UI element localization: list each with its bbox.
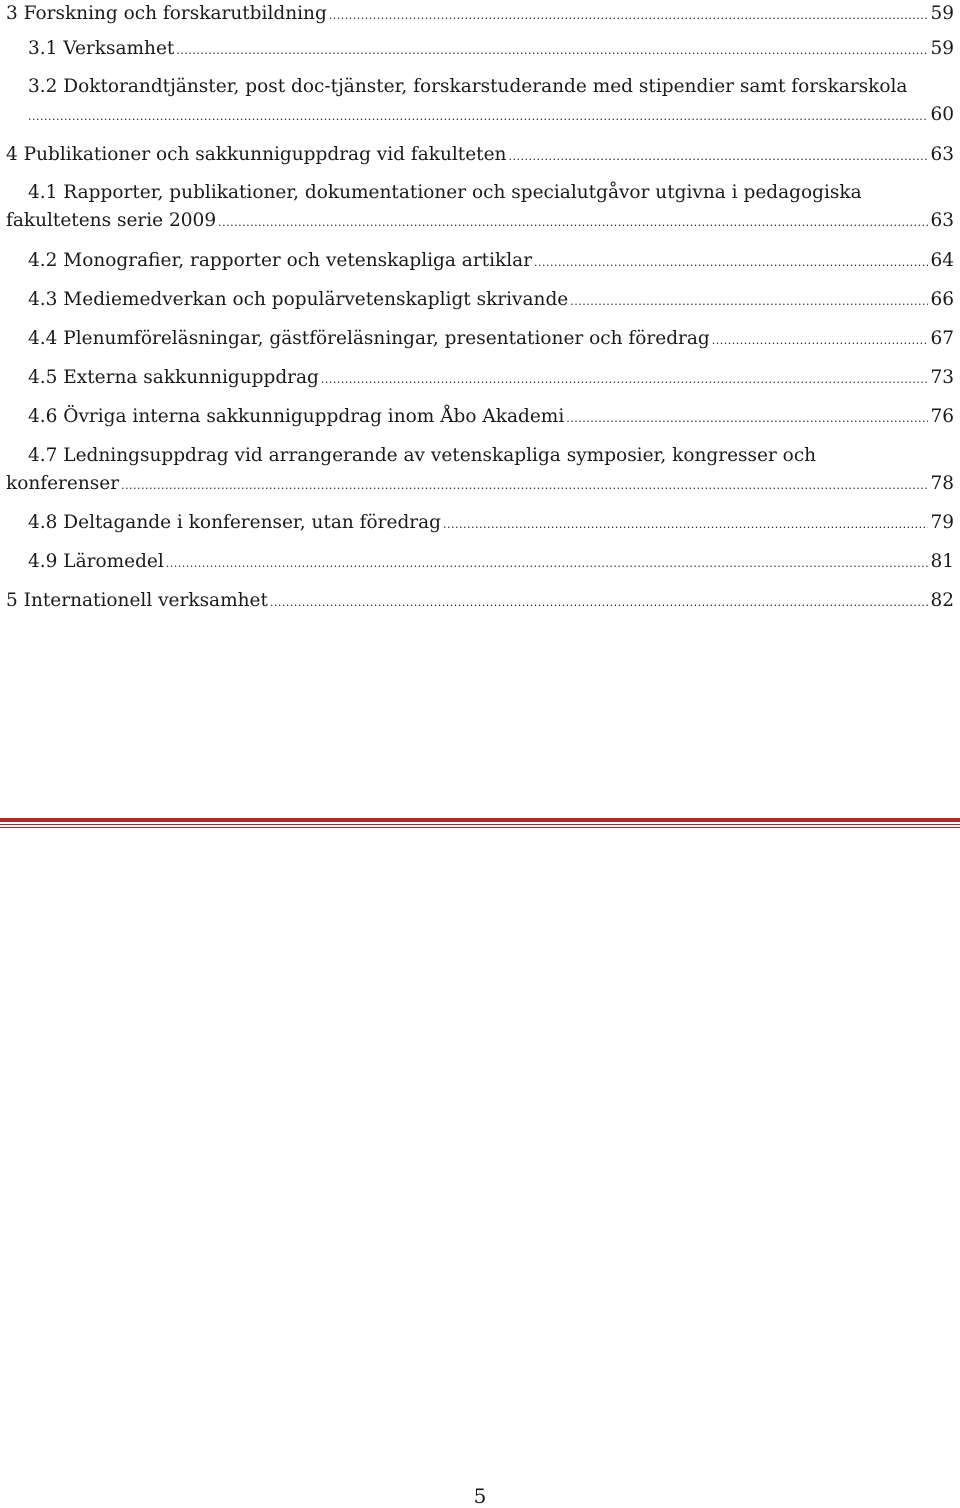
toc-entry-title: 4.3 Mediemedverkan och populärvetenskapligt skrivande (28, 289, 569, 310)
footer-rule-line (0, 824, 960, 825)
toc-leader-dots (121, 472, 928, 500)
toc-entry-title-continuation: konferenser (6, 473, 120, 494)
toc-entry[interactable] (6, 587, 954, 617)
toc-entry-page: 82 (930, 590, 954, 611)
toc-entry-title: 4.2 Monografier, rapporter och vetenskapliga artiklar (28, 250, 533, 271)
toc-entry-page: 76 (930, 406, 954, 427)
toc-entry-page: 79 (930, 512, 954, 533)
toc-entry-title: 4 Publikationer och sakkunniguppdrag vid fakulteten (6, 144, 507, 165)
toc-entry[interactable] (6, 73, 954, 131)
toc-entry-title: 5 Internationell verksamhet (6, 590, 268, 611)
toc-leader-dots (570, 288, 928, 316)
toc-entry-title: 4.7 Ledningsuppdrag vid arrangerande av vetenskapliga symposier, kongresser och (28, 445, 817, 466)
toc-entry-title: 4.5 Externa sakkunniguppdrag (28, 367, 319, 388)
toc-entry-title: 4.6 Övriga interna sakkunniguppdrag inom Åbo Akademi (28, 406, 565, 427)
toc-entry[interactable] (6, 403, 954, 433)
toc-entry[interactable] (6, 509, 954, 539)
toc-entry[interactable] (6, 35, 954, 65)
page-number: 5 (473, 1484, 487, 1508)
toc-leader-dots (443, 511, 928, 539)
toc-entry[interactable] (6, 0, 954, 30)
toc-entry[interactable] (6, 442, 954, 500)
toc-entry[interactable] (6, 247, 954, 277)
toc-entry-page: 63 (930, 144, 954, 165)
toc-entry-title: 3.1 Verksamhet (28, 38, 175, 59)
toc-leader-dots (508, 143, 928, 171)
toc-entry-page: 73 (930, 367, 954, 388)
toc-entry[interactable] (6, 286, 954, 316)
toc-entry[interactable] (6, 548, 954, 578)
toc-leader-dots (566, 405, 928, 433)
toc-entry-title-continuation: fakultetens serie 2009 (6, 210, 217, 231)
footer-rule-line (0, 827, 960, 828)
toc-leader-dots (218, 209, 928, 237)
footer-rule (0, 818, 960, 830)
toc-entry-page: 63 (930, 210, 954, 231)
toc-leader-dots (329, 2, 929, 30)
toc-leader-dots (712, 327, 929, 355)
toc-entry[interactable] (6, 141, 954, 171)
toc-leader-dots (534, 249, 928, 277)
toc-entry-title: 4.8 Deltagande i konferenser, utan föredrag (28, 512, 442, 533)
toc-entry-page: 66 (930, 289, 954, 310)
toc-entry-title: 4.9 Läromedel (28, 551, 164, 572)
toc-entry-page: 60 (930, 104, 954, 125)
toc-entry-title: 3.2 Doktorandtjänster, post doc-tjänster, forskarstuderande med stipendier samt forskarskola (28, 76, 908, 97)
toc-entry-page: 67 (930, 328, 954, 349)
toc-entry-page: 78 (930, 473, 954, 494)
toc-entry-title: 3 Forskning och forskarutbildning (6, 3, 327, 24)
toc-entry-title: 4.1 Rapporter, publikationer, dokumentationer och specialutgåvor utgivna i pedagogiska (28, 182, 862, 203)
toc-leader-dots (270, 589, 929, 617)
toc-leader-dots (321, 366, 929, 394)
toc-entry-page: 59 (930, 38, 954, 59)
toc-entry[interactable] (6, 179, 954, 237)
toc-entry-page: 64 (930, 250, 954, 271)
toc-entry[interactable] (6, 325, 954, 355)
toc-leader-dots (28, 103, 928, 131)
toc-leader-dots (176, 37, 928, 65)
toc-entry-title: 4.4 Plenumföreläsningar, gästföreläsningar, presentationer och föredrag (28, 328, 710, 349)
toc-leader-dots (166, 550, 929, 578)
toc-entry-page: 59 (930, 3, 954, 24)
footer-rule-line (0, 818, 960, 822)
toc-entry-page: 81 (930, 551, 954, 572)
toc-entry[interactable] (6, 364, 954, 394)
